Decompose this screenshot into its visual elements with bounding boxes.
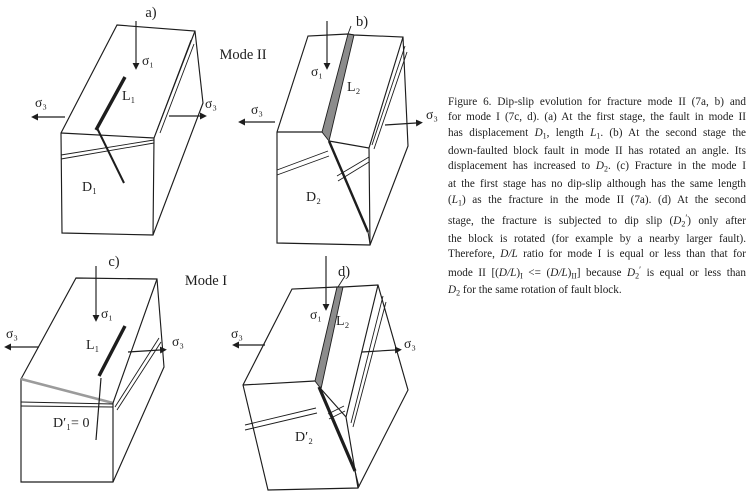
block-inner-edges <box>113 279 157 482</box>
sigma3-right-label: σ₃ <box>205 96 217 111</box>
mode-i-label: Mode I <box>184 273 228 289</box>
fracture-line-thick <box>96 77 125 130</box>
displacement-label-D1: D₁ <box>82 180 97 195</box>
figure-caption <box>448 95 746 301</box>
length-label-L2: L₂ <box>347 80 361 95</box>
fracture-line-thick <box>99 326 125 376</box>
sigma3-left-label: σ₃ <box>6 326 18 341</box>
caption-line: at the first stage has no dip-slip although has the same length <box>448 178 746 191</box>
block-outline <box>21 278 164 482</box>
block-outline <box>61 25 203 235</box>
sigma3-right-arrow <box>362 350 395 352</box>
caption-line: stage, the fracture is subjected to dip slip $(D_2')$ only after <box>448 212 746 229</box>
block-inner-edges <box>61 31 195 235</box>
fault-trace-front <box>319 387 355 471</box>
length-label-L1: L₁ <box>122 89 136 104</box>
caption-line: displacement has increased to $D_2$. (c) Fracture in the mode I <box>448 160 746 174</box>
sigma1-label: σ₁ <box>310 307 322 322</box>
caption-line: for mode I (7c, d). (a) At the first stage, the fault in mode II <box>448 111 746 124</box>
caption-line: Figure 6. Dip-slip evolution for fracture mode II (7a, b) and <box>448 96 746 108</box>
caption-line: mode II $[(D/L)_I <= (D/L)_{II}]$ because $D_2'$ is equal or less than <box>448 264 746 281</box>
caption-line: down-faulted block fault in mode II has rotated an angle. Its <box>448 144 746 157</box>
sigma3-right-arrow <box>385 123 416 125</box>
caption-line: has displacement $D_1$, length $L_1$. (b) At the second stage the <box>448 126 746 141</box>
panel-label-c: c) <box>108 254 120 270</box>
marker-bed-stripe-right-face <box>372 46 407 149</box>
caption-line: $D_2$ for the same rotation of fault block. <box>448 284 622 298</box>
fracture-plane-gray <box>315 287 343 389</box>
block-diagram-c <box>6 254 227 482</box>
marker-bed-stripe-front-left <box>277 151 329 175</box>
sigma1-label: σ₁ <box>101 306 113 321</box>
sigma3-right-label: σ₃ <box>404 336 416 351</box>
sigma3-right-label: σ₃ <box>426 107 438 122</box>
fault-trace-front <box>329 141 368 232</box>
marker-bed-stripe-front-left <box>245 408 317 430</box>
displacement-label-D1-zero: D′₁= 0 <box>53 416 90 431</box>
displacement-label-D2: D₂ <box>306 190 321 205</box>
block-diagram-b <box>245 14 438 245</box>
caption-line: $(L_1)$ as the fracture in the mode II (7a). (d) At the second <box>448 193 746 208</box>
fracture-trace-front-thin <box>96 378 101 440</box>
displacement-label-D2-prime: D′₂ <box>295 430 314 445</box>
mode-ii-label: Mode II <box>219 47 267 63</box>
block-outline <box>243 285 408 490</box>
sigma1-label: σ₁ <box>142 53 154 68</box>
marker-bed-stripe-top <box>157 40 194 133</box>
length-label-L2: L₂ <box>336 314 350 329</box>
sigma3-left-label: σ₃ <box>231 326 243 341</box>
sigma1-label: σ₁ <box>311 64 323 79</box>
marker-bed-stripe-right-face <box>115 338 161 410</box>
marker-bed-stripe-right-face <box>351 296 386 427</box>
sigma3-right-label: σ₃ <box>172 334 184 349</box>
panel-label-b: b) <box>355 14 369 30</box>
caption-line: Therefore, D/L ratio for mode I is equal or less than that for <box>448 248 746 261</box>
sigma3-left-label: σ₃ <box>35 95 47 110</box>
sigma3-left-label: σ₃ <box>251 102 263 117</box>
caption-line: the block is rotated (for example by a nearby larger fault). <box>448 232 746 245</box>
block-diagram-d <box>231 256 416 490</box>
panel-label-a: a) <box>145 5 157 21</box>
block-diagram-a <box>35 5 267 235</box>
fracture-tip-extension <box>348 26 351 34</box>
length-label-L1: L₁ <box>86 338 100 353</box>
panel-label-d: d) <box>337 264 351 280</box>
